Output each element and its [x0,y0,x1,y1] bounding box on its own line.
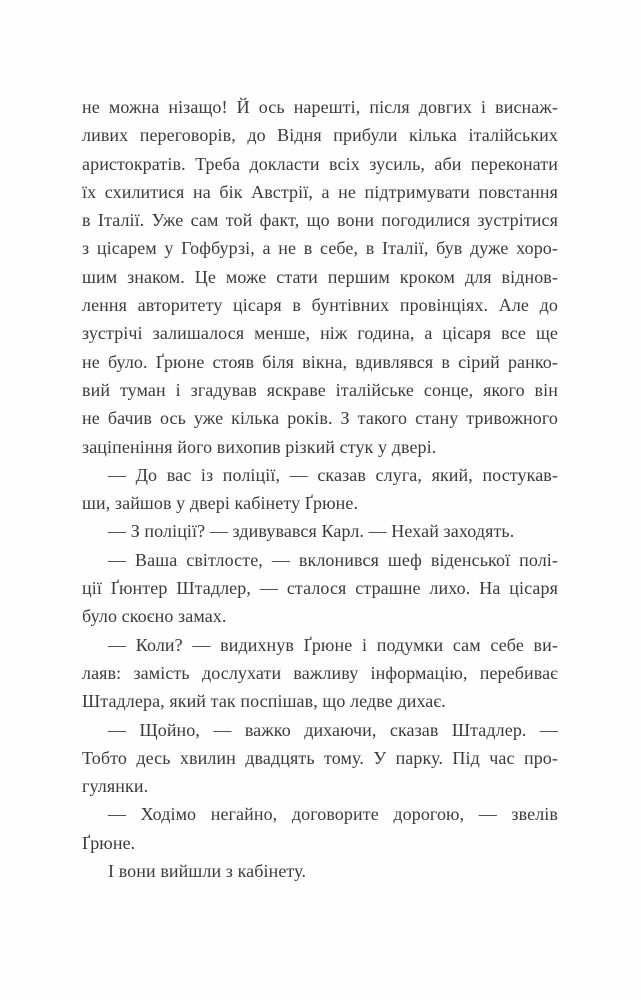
text-line: не було. Ґрюне стояв біля вікна, вдивлявся в сірий ранко- [82,351,558,372]
paragraph [82,716,558,801]
text-line: Тобто десь хвилин двадцять тому. У парку. Під час про- [82,747,558,768]
paragraph [82,631,558,716]
paragraph [82,93,558,461]
page-text [82,93,558,885]
text-line: — До вас із поліції, — сказав слуга, який, постукав- [108,464,558,485]
text-line: — Ваша світлосте, — вклонився шеф віденської полі- [108,549,558,570]
text-line: лення авторитету цісаря в бунтівних провінціях. Але до [82,295,558,316]
text-line: ши, зайшов у двері кабінету Ґрюне. [82,493,359,514]
text-line: — Щойно, — важко дихаючи, сказав Штадлер. — [108,719,558,740]
text-line: І вони вийшли з кабінету. [108,861,307,882]
paragraph [82,517,558,545]
text-line: вий туман і згадував яскраве італійське сонце, якого він [82,379,558,400]
text-line: шим знаком. Це може стати першим кроком для віднов- [82,266,558,287]
text-line: ції Ґюнтер Штадлер, — сталося страшне лихо. На цісаря [82,578,558,599]
text-line: аристократів. Треба докласти всіх зусиль, аби переконати [82,153,558,174]
text-line: не можна нізащо! Й ось нарешті, після довгих і виснаж- [82,97,558,117]
text-line: гулянки. [82,776,149,797]
paragraph [82,857,558,885]
text-line: зустрічі залишалося менше, ніж година, а цісаря все ще [82,323,558,344]
paragraph [82,800,558,857]
text-line: було скоєно замах. [82,606,227,627]
text-line: в Італії. Уже сам той факт, що вони погодилися зустрітися [82,210,558,231]
text-line: їх схилитися на бік Австрії, а не підтримувати повстання [82,181,558,202]
text-line: лаяв: замість дослухати важливу інформацію, перебиває [82,662,558,683]
text-line: ливих переговорів, до Відня прибули кілька італійських [82,125,558,146]
text-line: заціпеніння його вихопив різкий стук у двері. [82,436,437,457]
paragraph [82,546,558,631]
text-line: з цісарем у Гофбурзі, а не в себе, в Італії, був дуже хоро- [82,238,558,259]
text-line: Штадлера, який так поспішав, що ледве дихає. [82,691,446,712]
text-line: Ґрюне. [82,832,136,853]
text-line: — З поліції? — здивувався Карл. — Нехай заходять. [108,521,515,542]
paragraph [82,461,558,518]
text-line: не бачив ось уже кілька років. З такого стану тривожного [82,408,558,429]
text-line: — Ходімо негайно, договорите дорогою, — звелів [108,804,558,825]
text-line: — Коли? — видихнув Ґрюне і подумки сам себе ви- [108,634,558,655]
